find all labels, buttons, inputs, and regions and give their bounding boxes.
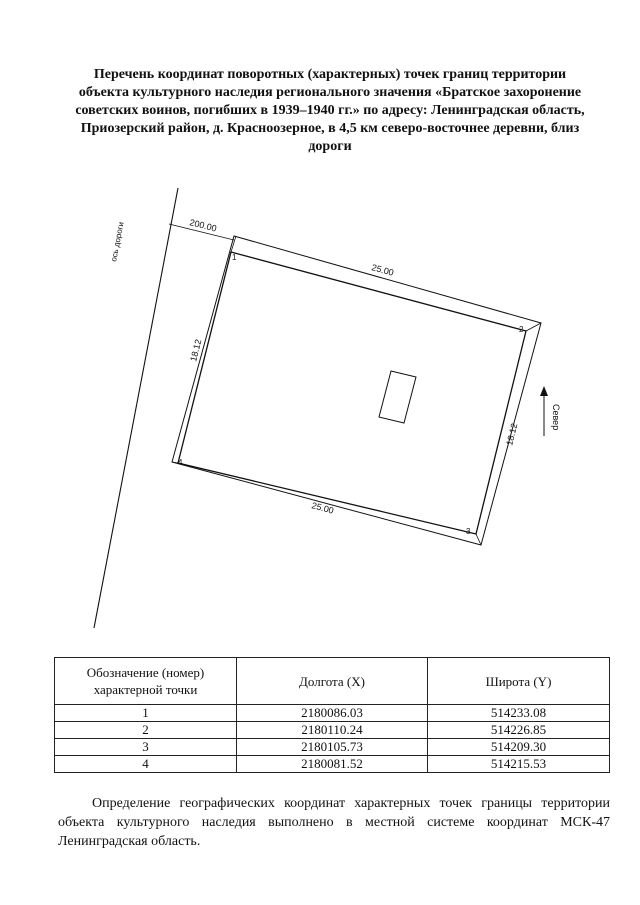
side-length-label: 25.00 xyxy=(370,262,395,278)
title-line: советских воинов, погибших в 1939–1940 гг.» по адресу: Ленинградская область, xyxy=(75,103,585,118)
table-row xyxy=(55,739,610,756)
table-row xyxy=(55,722,610,739)
longitude-value: 2180086.03 xyxy=(237,705,428,722)
point-label-1: 1 xyxy=(232,253,237,262)
column-header-latitude: Широта (Y) xyxy=(428,658,610,705)
latitude-value: 514209.30 xyxy=(428,739,610,756)
table-row xyxy=(55,705,610,722)
latitude-value: 514233.08 xyxy=(428,705,610,722)
point-number: 3 xyxy=(55,739,237,756)
title-line: дороги xyxy=(308,139,352,154)
table-header-row xyxy=(55,658,610,705)
note-text: Определение географических координат характерных точек границы территории объекта культурного наследия выполнено в местной системе координат МСК-47 Ленинградская область. xyxy=(58,796,610,849)
coordinates-table xyxy=(54,657,610,773)
coordinate-system-note xyxy=(58,794,610,851)
point-number: 4 xyxy=(55,756,237,773)
road-axis-line xyxy=(94,188,178,628)
north-arrow-icon xyxy=(540,386,548,436)
point-label-4: 4 xyxy=(178,458,183,467)
title-line: Перечень координат поворотных (характерных) точек границ территории xyxy=(93,67,567,82)
side-length-label: 18.12 xyxy=(188,338,204,363)
longitude-value: 2180081.52 xyxy=(237,756,428,773)
point-number: 2 xyxy=(55,722,237,739)
side-length-label: 25.00 xyxy=(310,500,335,516)
offset-label: 200.00 xyxy=(188,217,218,234)
title-line: Приозерский район, д. Красноозерное, в 4,5 км северо-восточнее деревни, близ xyxy=(80,121,580,136)
point-label-2: 2 xyxy=(519,325,524,334)
territory-boundary xyxy=(178,252,526,534)
table-row xyxy=(55,756,610,773)
column-header-longitude: Долгота (X) xyxy=(237,658,428,705)
latitude-value: 514226.85 xyxy=(428,722,610,739)
road-axis-label: ось дороги xyxy=(109,221,126,263)
longitude-value: 2180105.73 xyxy=(237,739,428,756)
latitude-value: 514215.53 xyxy=(428,756,610,773)
point-label-3: 3 xyxy=(466,527,471,536)
point-number: 1 xyxy=(55,705,237,722)
north-label: Север xyxy=(551,404,561,431)
side-length-label: 18.12 xyxy=(504,422,520,447)
title-line: объекта культурного наследия регионального значения «Братское захоронение xyxy=(78,85,582,100)
column-header-point: Обозначение (номер) характерной точки xyxy=(55,658,237,705)
dimension-outline xyxy=(172,236,541,545)
longitude-value: 2180110.24 xyxy=(237,722,428,739)
grave-marker xyxy=(379,371,416,423)
